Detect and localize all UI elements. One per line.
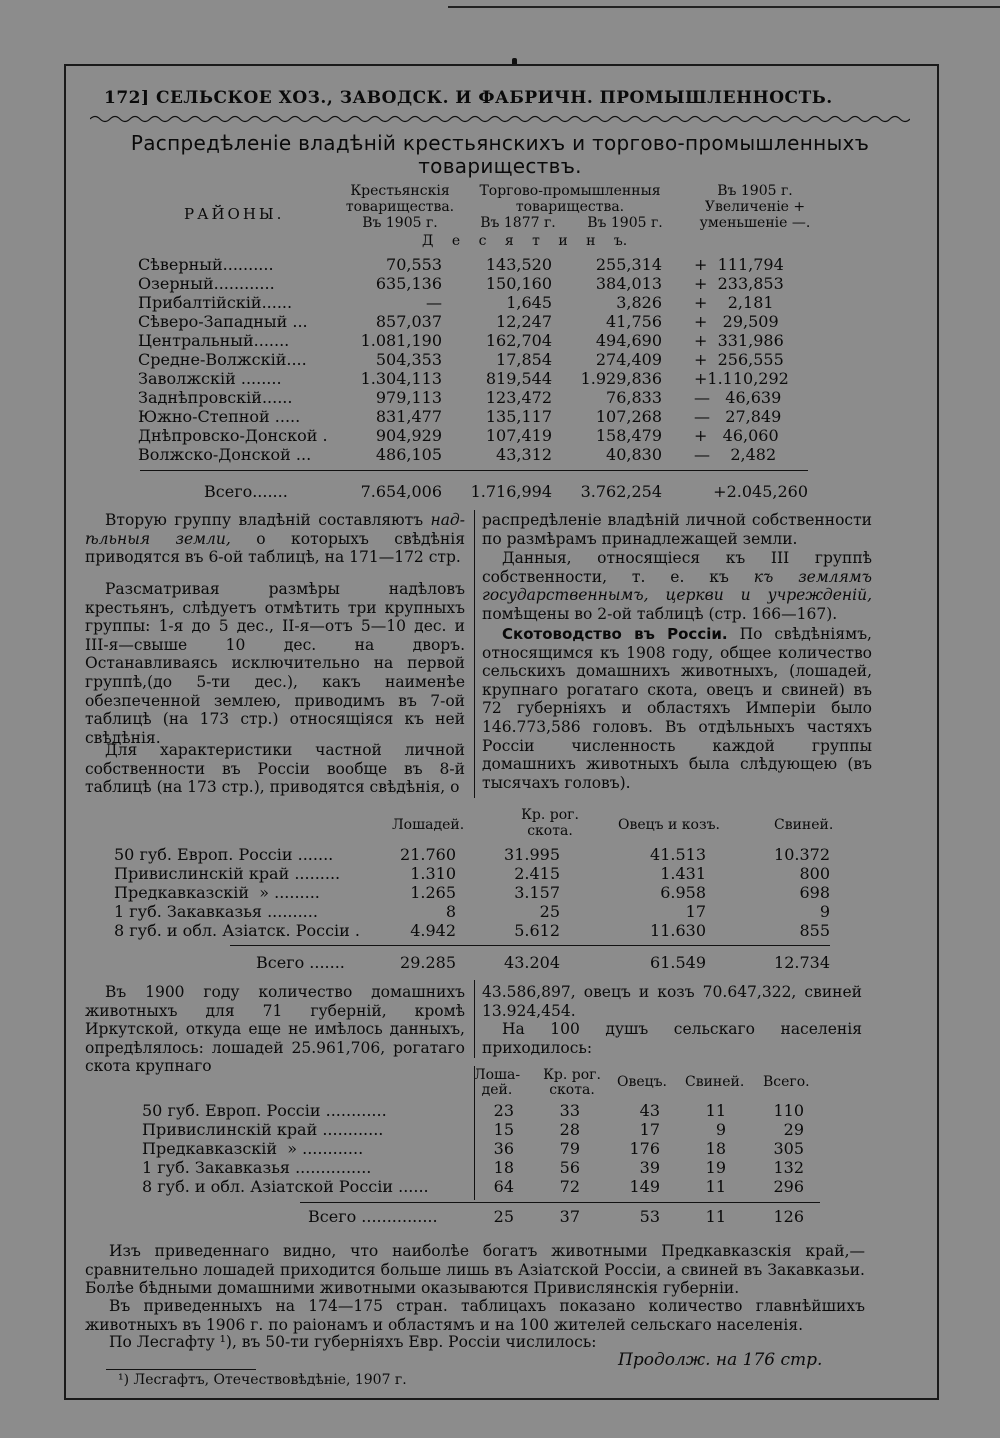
t1-1877: 162,704: [485, 331, 552, 350]
t3-total: 305: [773, 1139, 804, 1158]
para-1900: Въ 1900 году количество домашнихъ животныхъ для 71 губерній, кромѣ Иркутской, откуда еще не имѣлось данныхъ, опредѣлялось: лошадей 25.961,706, рогатаго скота крупнаго: [85, 983, 465, 1076]
t1-col-change-3: уменьшеніе —.: [699, 215, 811, 231]
t1-1877: 150,160: [485, 274, 552, 293]
t1-1905: 255,314: [595, 255, 662, 274]
t1-region: Озерный............: [138, 274, 275, 293]
t1-peasant: 979,113: [375, 388, 442, 407]
t1-region: Днѣпровско-Донской .: [138, 426, 328, 445]
t2-cattle: 31.995: [504, 845, 560, 864]
t1-change: + 111,794: [694, 255, 784, 274]
t2-pig: 855: [799, 921, 830, 940]
t2-sheep: 1.431: [660, 864, 706, 883]
title-line-1: Распредѣленіе владѣній крестьянскихъ и торгово-промышленныхъ: [130, 131, 870, 155]
t2-label: Предкавказскій » .........: [114, 883, 320, 902]
t1-col-region: РАЙОНЫ.: [184, 205, 285, 223]
para-conclusion: Изъ приведеннаго видно, что наиболѣе богатъ животными Предкавказскія край,— сравнительно лошадей приходится больше лишь въ Азіатской Россіи, а свиней въ Закавказьи. Болѣе бѣдными домашними животными оказываются Привислянскія губерніи.: [85, 1242, 865, 1298]
t1-col-1877: Въ 1877 г.: [480, 215, 556, 231]
t3-label: Предкавказскій » ............: [142, 1139, 364, 1158]
t2-total-cattle: 43.204: [504, 953, 560, 972]
t2-label: Привислинскій край .........: [114, 864, 341, 883]
t2-pig: 800: [799, 864, 830, 883]
t1-region: Заволжскій ........: [138, 369, 282, 388]
t2-sheep: 11.630: [650, 921, 706, 940]
t2-pig: 10.372: [774, 845, 830, 864]
t1-total-1905: 3.762,254: [580, 482, 662, 501]
t3-total-pig: 11: [705, 1207, 726, 1226]
t2-cattle: 5.612: [514, 921, 560, 940]
t1-peasant: 831,477: [375, 407, 442, 426]
t1-peasant: 1.081,190: [360, 331, 442, 350]
t2-horse: 1.265: [410, 883, 456, 902]
t3-h-sheep: Овецъ.: [617, 1074, 668, 1090]
continuation-note: Продолж. на 176 стр.: [618, 1350, 823, 1370]
t2-sheep: 17: [685, 902, 706, 921]
column-divider-2: [474, 980, 475, 1058]
t2-h-pig: Свиней.: [774, 817, 834, 833]
t1-col-trade-2: товарищества.: [515, 199, 625, 215]
t1-region: Центральный.......: [138, 331, 290, 350]
t2-h-sheep: Овецъ и козъ.: [618, 817, 720, 833]
t2-label: 1 губ. Закавказья ..........: [114, 902, 318, 921]
t1-region: Южно-Степной .....: [138, 407, 301, 426]
t3-h-horse-1: Лоша-: [473, 1067, 521, 1083]
t3-label: Привислинскій край ............: [142, 1120, 384, 1139]
t3-total-total: 126: [773, 1207, 804, 1226]
t1-col-1905: Въ 1905 г.: [587, 215, 663, 231]
t1-col-peasant-1: Крестьянскія: [350, 183, 450, 199]
t3-total-rule: [300, 1202, 820, 1203]
t1-change: +1.110,292: [694, 369, 789, 388]
t1-change: — 46,639: [694, 388, 782, 407]
t3-sheep: 39: [639, 1158, 660, 1177]
t1-1905: 158,479: [595, 426, 662, 445]
t3-horse: 64: [493, 1177, 514, 1196]
t1-1877: 135,117: [485, 407, 552, 426]
footnote: ¹) Лесгафтъ, Отечествовѣдѣніе, 1907 г.: [118, 1372, 407, 1388]
t1-1905: 107,268: [595, 407, 662, 426]
t3-sheep: 43: [639, 1101, 660, 1120]
t1-region: Средне-Волжскій....: [138, 350, 307, 369]
t1-1905: 274,409: [595, 350, 662, 369]
t2-h-cattle-1: Кр. рог.: [521, 807, 579, 823]
t1-region: Сѣверо-Западный ...: [138, 312, 308, 331]
t3-horse: 18: [493, 1158, 514, 1177]
t1-1905: 40,830: [606, 445, 662, 464]
t1-change: + 29,509: [694, 312, 779, 331]
t1-change: — 27,849: [694, 407, 782, 426]
para-right-2: Данныя, относящіеся къ III группѣ собственности, т. е. къ къ землямъ государственнымъ, церкви и учрежденій, помѣщены во 2-ой таблицѣ (стр. 166—167).: [482, 549, 872, 623]
footnote-rule: [106, 1369, 256, 1370]
t1-col-trade-1: Торгово-промышленныя: [479, 183, 661, 199]
t2-horse: 4.942: [410, 921, 456, 940]
t1-1877: 819,544: [485, 369, 552, 388]
t3-cattle: 56: [559, 1158, 580, 1177]
para-livestock: Скотоводство въ Россіи. По свѣдѣніямъ, относящимся къ 1908 году, общее количество сельскихъ домашнихъ животныхъ, (лошадей, крупнаго рогатаго скота, овецъ и свиней) въ 72 губерніяхъ и областяхъ Имперіи было 146.773,586 головъ. Въ отдѣльныхъ частяхъ Россіи численность каждой группы домашнихъ животныхъ была слѣдующею (въ тысячахъ головъ).: [482, 625, 872, 792]
para-per-100: На 100 душъ сельскаго населенія приходилось:: [482, 1020, 862, 1057]
para-lesgaft: По Лесгафту ¹), въ 50-ти губерніяхъ Евр. Россіи числилось:: [109, 1333, 597, 1351]
t1-1905: 76,833: [606, 388, 662, 407]
t3-sheep: 17: [639, 1120, 660, 1139]
t2-total-pig: 12.734: [774, 953, 830, 972]
t2-sheep: 41.513: [650, 845, 706, 864]
t3-pig: 19: [705, 1158, 726, 1177]
t1-1877: 107,419: [485, 426, 552, 445]
t3-total: 110: [773, 1101, 804, 1120]
t1-1905: 384,013: [595, 274, 662, 293]
t1-col-peasant-3: Въ 1905 г.: [362, 215, 438, 231]
t1-1877: 1,645: [506, 293, 552, 312]
t3-h-cattle-2: скота.: [549, 1082, 595, 1098]
t2-label: 50 губ. Европ. Россіи .......: [114, 845, 334, 864]
t3-cattle: 72: [559, 1177, 580, 1196]
t3-total-label: Всего ...............: [308, 1207, 438, 1226]
t3-horse: 36: [493, 1139, 514, 1158]
t1-1905: 3,826: [616, 293, 662, 312]
para-allotment: Вторую группу владѣній составляютъ над-ѣльныя земли, о которыхъ свѣдѣнія приводятся въ 6-ой таблицѣ, на 171—172 стр.: [85, 511, 466, 567]
t1-unit: Д е с я т и н ъ.: [422, 233, 628, 249]
para-allotment-sizes: Разсматривая размѣры надѣловъ крестьянъ, слѣдуетъ отмѣтить три крупныхъ группы: 1-я до 5 дес., II-я—отъ 5—10 дес. и III-я—свыше 10 дес. на дворъ. Останавливаясь исключительно на первой группѣ,(до 5-ти дес.), какъ наименѣе обезпеченной землею, приводимъ въ 7-ой таблицѣ (на 173 стр.) относящіяся къ ней свѣдѣнія.: [85, 580, 465, 747]
t1-change: + 233,853: [694, 274, 784, 293]
t3-h-pig: Свиней.: [685, 1074, 745, 1090]
t3-total: 132: [773, 1158, 804, 1177]
t1-change: + 331,986: [694, 331, 784, 350]
t1-peasant: 1.304,113: [360, 369, 442, 388]
t1-1877: 123,472: [485, 388, 552, 407]
t2-total-horse: 29.285: [400, 953, 456, 972]
t3-horse: 23: [493, 1101, 514, 1120]
t3-label: 50 губ. Европ. Россіи ............: [142, 1101, 387, 1120]
wavy-divider: [90, 114, 910, 124]
t2-total-sheep: 61.549: [650, 953, 706, 972]
t1-peasant: 486,105: [375, 445, 442, 464]
t3-sheep: 149: [629, 1177, 660, 1196]
t3-total-cattle: 37: [559, 1207, 580, 1226]
t3-h-cattle-1: Кр. рог.: [543, 1067, 601, 1083]
para-1900-cont: 43.586,897, овецъ и козъ 70.647,322, свиней 13.924,454.: [482, 983, 862, 1020]
para-right-1: распредѣленіе владѣній личной собственности по размѣрамъ принадлежащей земли.: [482, 511, 872, 548]
t2-horse: 21.760: [400, 845, 456, 864]
t1-peasant: 904,929: [375, 426, 442, 445]
t2-horse: 1.310: [410, 864, 456, 883]
t1-total-rule: [140, 470, 808, 471]
t1-1877: 43,312: [496, 445, 552, 464]
t1-region: Заднѣпровскій......: [138, 388, 293, 407]
t1-peasant: 504,353: [375, 350, 442, 369]
t3-horse: 15: [493, 1120, 514, 1139]
t1-col-change-1: Въ 1905 г.: [717, 183, 793, 199]
t2-sheep: 6.958: [660, 883, 706, 902]
t3-label: 8 губ. и обл. Азіатской Россіи ......: [142, 1177, 429, 1196]
t2-cattle: 25: [539, 902, 560, 921]
t2-label: 8 губ. и обл. Азіатск. Россіи .: [114, 921, 360, 940]
t3-cattle: 28: [559, 1120, 580, 1139]
t1-col-peasant-2: товарищества.: [345, 199, 455, 215]
t1-peasant: 635,136: [375, 274, 442, 293]
title-line-2: товариществъ.: [418, 154, 582, 178]
column-divider-1: [474, 510, 475, 798]
t3-pig: 18: [705, 1139, 726, 1158]
top-border-line: [448, 0, 1000, 8]
t2-pig: 9: [819, 902, 830, 921]
t3-label: 1 губ. Закавказья ...............: [142, 1158, 372, 1177]
t1-region: Прибалтійскій......: [138, 293, 293, 312]
t1-total-label: Всего.......: [204, 482, 288, 501]
t1-1905: 1.929,836: [580, 369, 662, 388]
t2-h-horse: Лошадей.: [392, 817, 465, 833]
t1-change: + 256,555: [694, 350, 784, 369]
t1-peasant: 70,553: [386, 255, 442, 274]
t2-cattle: 3.157: [514, 883, 560, 902]
t2-h-cattle-2: скота.: [527, 823, 573, 839]
t1-total-1877: 1.716,994: [470, 482, 552, 501]
t3-total-horse: 25: [493, 1207, 514, 1226]
t3-sheep: 176: [629, 1139, 660, 1158]
t3-total: 29: [783, 1120, 804, 1139]
t2-pig: 698: [799, 883, 830, 902]
t2-total-rule: [230, 945, 830, 946]
t3-total: 296: [773, 1177, 804, 1196]
t1-1877: 12,247: [496, 312, 552, 331]
t3-pig: 11: [705, 1101, 726, 1120]
t1-col-change-2: Увеличеніе +: [704, 199, 806, 215]
t1-peasant: 857,037: [375, 312, 442, 331]
t3-total-sheep: 53: [639, 1207, 660, 1226]
t1-change: + 46,060: [694, 426, 779, 445]
para-private-property: Для характеристики частной личной собственности въ Россіи вообще въ 8-й таблицѣ (на 173 стр.), приводятся свѣдѣнія, о: [85, 741, 465, 797]
t1-region: Сѣверный..........: [138, 255, 274, 274]
t1-peasant: —: [426, 293, 442, 312]
t3-h-horse-2: дей.: [481, 1082, 513, 1098]
t2-horse: 8: [445, 902, 456, 921]
t2-cattle: 2.415: [514, 864, 560, 883]
t1-total-peasant: 7.654,006: [360, 482, 442, 501]
t3-cattle: 79: [559, 1139, 580, 1158]
t3-cattle: 33: [559, 1101, 580, 1120]
t1-1905: 41,756: [606, 312, 662, 331]
t1-change: — 2,482: [694, 445, 777, 464]
t3-h-total: Всего.: [763, 1074, 810, 1090]
t1-1877: 17,854: [496, 350, 552, 369]
t3-pig: 9: [715, 1120, 726, 1139]
t3-pig: 11: [705, 1177, 726, 1196]
t1-total-change: +2.045,260: [713, 482, 808, 501]
para-tables-174: Въ приведенныхъ на 174—175 стран. таблицахъ показано количество главнѣйшихъ животныхъ въ 1906 г. по раіонамъ и областямъ и на 100 жителей сельскаго населенія.: [85, 1297, 865, 1334]
t2-total-label: Всего .......: [256, 953, 345, 972]
t1-1905: 494,690: [595, 331, 662, 350]
t1-1877: 143,520: [485, 255, 552, 274]
t1-change: + 2,181: [694, 293, 774, 312]
running-header: 172] СЕЛЬСКОЕ ХОЗ., ЗАВОДСК. И ФАБРИЧН. ПРОМЫШЛЕННОСТЬ.: [104, 88, 833, 108]
t1-region: Волжско-Донской ...: [138, 445, 312, 464]
